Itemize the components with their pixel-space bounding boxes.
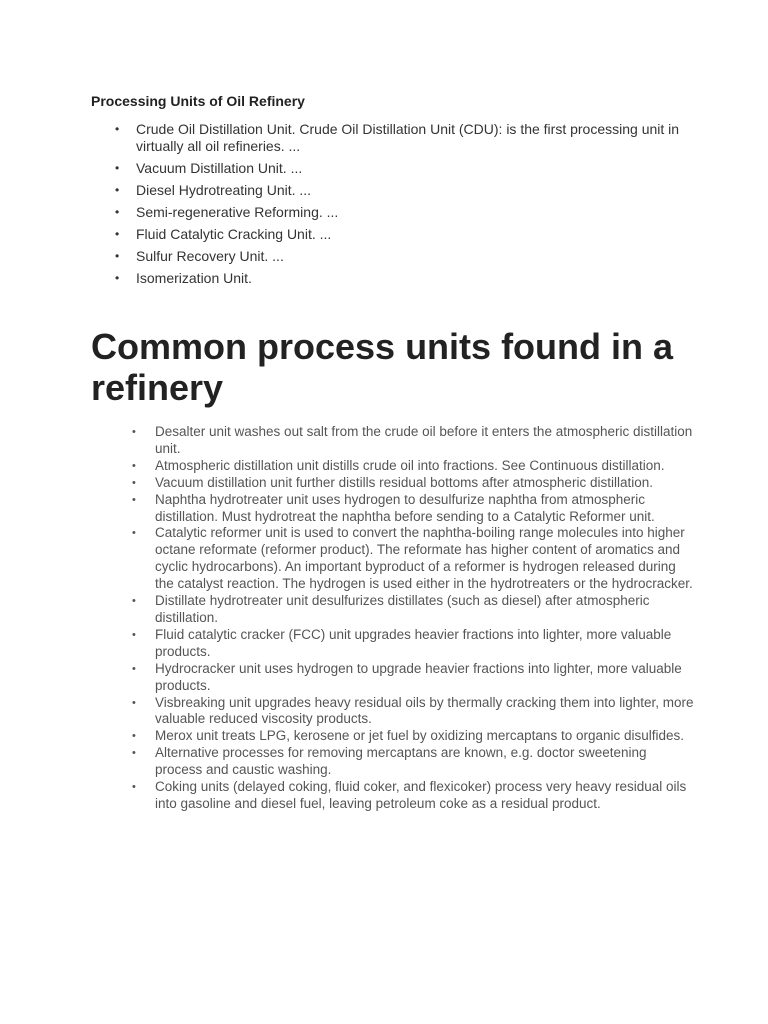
bullet-icon: •	[115, 160, 120, 175]
list-item-text: Vacuum Distillation Unit. ...	[136, 159, 303, 176]
bullet-icon: •	[115, 248, 120, 263]
list-item-text: Visbreaking unit upgrades heavy residual oils by thermally cracking them into lighter, more valuable reduced viscosity products.	[155, 694, 694, 727]
list-item	[0, 160, 696, 177]
bullet-icon: •	[132, 493, 136, 506]
list-item-text: Fluid Catalytic Cracking Unit. ...	[136, 225, 332, 242]
list-item-text: Naphtha hydrotreater unit uses hydrogen to desulfurize naphtha from atmospheric distillation. Must hydrotreat the naphtha before sending to a Catalytic Reformer unit.	[155, 491, 655, 524]
list-item	[0, 121, 696, 154]
list-item-text: Fluid catalytic cracker (FCC) unit upgrades heavier fractions into lighter, more valuable products.	[155, 626, 672, 659]
list-item-text: Sulfur Recovery Unit. ...	[136, 247, 284, 264]
bullet-icon: •	[132, 595, 136, 608]
section-title: Processing Units of Oil Refinery	[91, 93, 305, 109]
list-item	[0, 593, 695, 627]
list-item	[0, 728, 695, 745]
bullet-icon: •	[132, 426, 136, 438]
list-item-text: Semi-regenerative Reforming. ...	[136, 203, 339, 220]
list-item	[0, 270, 696, 287]
bullet-icon: •	[115, 182, 120, 197]
bullet-icon: •	[115, 122, 120, 136]
bullet-icon: •	[132, 476, 136, 489]
list-item	[0, 248, 696, 265]
bullet-icon: •	[132, 696, 136, 709]
bullet-icon: •	[132, 730, 136, 743]
list-item	[0, 661, 695, 695]
list-item-text: Diesel Hydrotreating Unit. ...	[136, 181, 312, 198]
list-item-text: Merox unit treats LPG, kerosene or jet fuel by oxidizing mercaptans to organic disulfides.	[155, 728, 685, 744]
list-item	[0, 627, 695, 661]
list-item	[0, 492, 695, 526]
list-item-text: Crude Oil Distillation Unit. Crude Oil Distillation Unit (CDU): is the first processing unit in virtually all oil refineries. ...	[136, 121, 680, 154]
list-item	[0, 226, 696, 243]
list-item-text: Vacuum distillation unit further distills residual bottoms after atmospheric distillation.	[155, 474, 653, 490]
page-heading: Common process units found in a refinery	[91, 326, 674, 408]
list-item	[0, 475, 695, 492]
list-item	[0, 745, 695, 779]
list-item	[0, 204, 696, 221]
list-item-text: Hydrocracker unit uses hydrogen to upgrade heavier fractions into lighter, more valuable products.	[155, 660, 682, 693]
list-item-text: Atmospheric distillation unit distills crude oil into fractions. See Continuous distillation.	[155, 457, 665, 473]
list-item-text: Distillate hydrotreater unit desulfurizes distillates (such as diesel) after atmospheric distillation.	[155, 593, 650, 625]
list-item	[0, 424, 695, 458]
list-item-text: Isomerization Unit.	[136, 269, 252, 286]
list-item	[0, 695, 695, 729]
bullet-icon: •	[132, 662, 136, 675]
list-item-text: Alternative processes for removing mercaptans are known, e.g. doctor sweetening process and caustic washing.	[155, 745, 647, 778]
list-item	[0, 182, 696, 199]
bullet-icon: •	[115, 226, 120, 241]
list-item	[0, 525, 695, 593]
bullet-icon: •	[132, 628, 136, 641]
bullet-icon: •	[132, 747, 136, 760]
list-item	[0, 779, 695, 813]
bullet-icon: •	[132, 459, 136, 472]
processing-units-list	[0, 121, 768, 292]
list-item-text: Desalter unit washes out salt from the crude oil before it enters the atmospheric distillation unit.	[155, 424, 693, 456]
bullet-icon: •	[115, 204, 120, 219]
bullet-icon: •	[132, 527, 136, 540]
bullet-icon: •	[115, 270, 120, 285]
list-item-text: Catalytic reformer unit is used to convert the naphtha-boiling range molecules into higher octane reformate (reformer product). The reformate has higher content of aromatics and cyclic hydrocarbons). An important byproduct of a reformer is hydrogen released during the catalyst reaction. The hydrogen is used either in the hydrotreaters or the hydrocracker.	[155, 525, 693, 592]
common-units-list	[0, 424, 768, 813]
list-item	[0, 458, 695, 475]
list-item-text: Coking units (delayed coking, fluid coker, and flexicoker) process very heavy residual oils into gasoline and diesel fuel, leaving petroleum coke as a residual product.	[155, 779, 687, 811]
bullet-icon: •	[132, 781, 136, 794]
